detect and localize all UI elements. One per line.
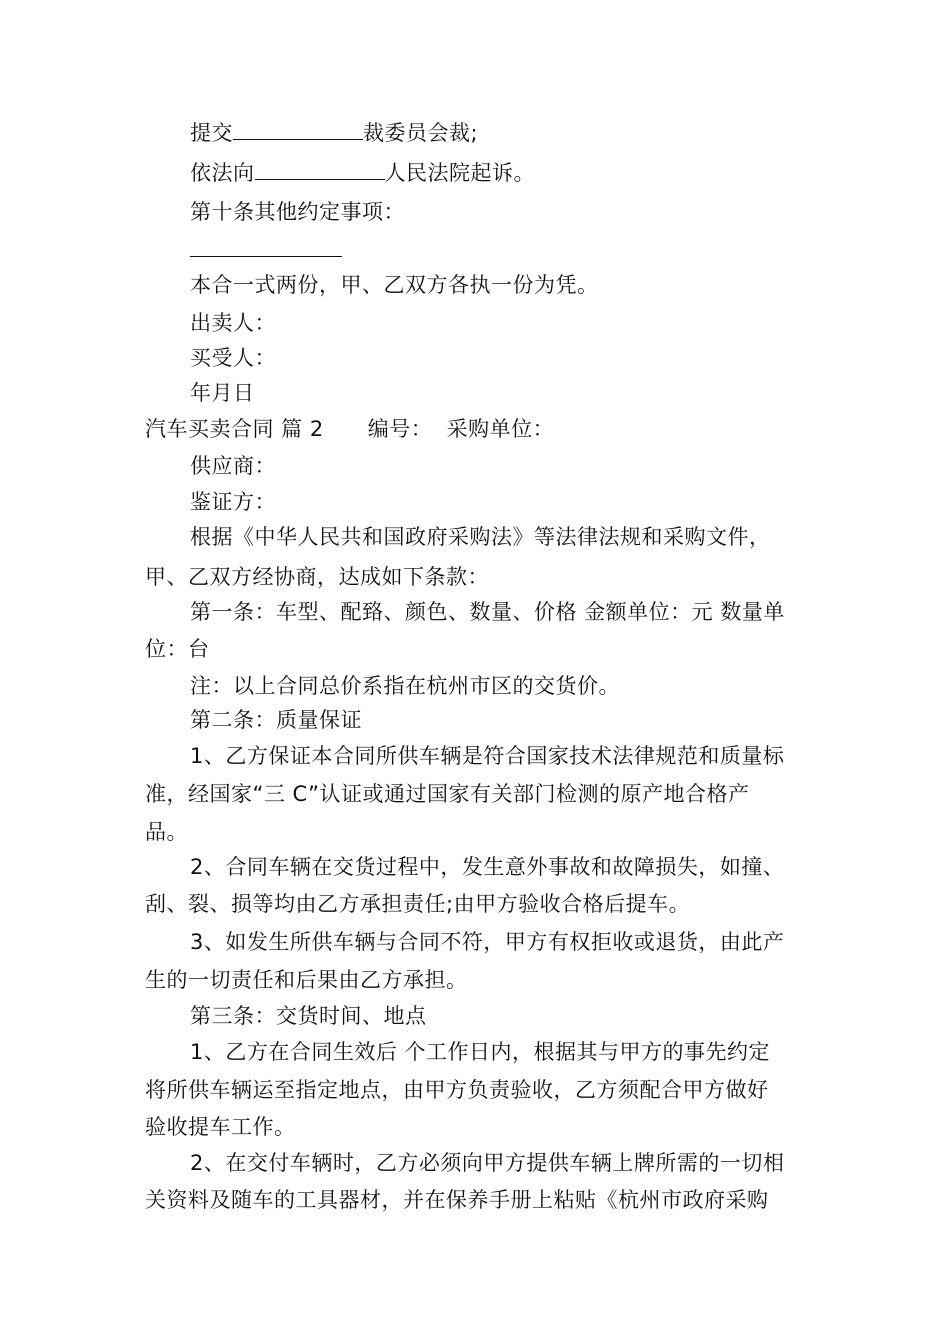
contract-title: 汽车买卖合同 篇 2	[145, 417, 324, 441]
buyer-label: 买受人：	[190, 346, 276, 370]
copies-statement: 本合一式两份，甲、乙双方各执一份为凭。	[190, 273, 599, 297]
article-ten-heading: 第十条其他约定事项：	[190, 200, 405, 224]
article-two-heading: 第二条：质量保证	[190, 708, 362, 732]
article-three-heading: 第三条：交货时间、地点	[190, 1004, 427, 1028]
court-blank	[255, 157, 385, 180]
article-one-line-2: 位：台	[145, 637, 210, 661]
notary-label: 鉴证方：	[190, 490, 276, 514]
purchasing-unit-label: 采购单位：	[446, 417, 555, 441]
court-suffix: 人民法院起诉。	[384, 161, 535, 185]
date-label: 年月日	[190, 381, 255, 405]
arbitration-prefix: 提交	[190, 121, 233, 145]
delivery-clause-1-line-2: 将所供车辆运至指定地点，由甲方负责验收，乙方须配合甲方做好	[145, 1078, 769, 1102]
price-note: 注：以上合同总价系指在杭州市区的交货价。	[190, 674, 620, 698]
quality-clause-1-line-3: 品。	[145, 820, 188, 844]
quality-clause-3-line-2: 生的一切责任和后果由乙方承担。	[145, 968, 468, 992]
contract-2-header	[145, 414, 554, 444]
court-prefix: 依法向	[190, 161, 255, 185]
preamble-line-2: 甲、乙双方经协商，达成如下条款：	[145, 565, 489, 589]
quality-clause-2-line-2: 刮、裂、损等均由乙方承担责任;由甲方验收合格后提车。	[145, 892, 691, 916]
other-terms-blank	[190, 234, 342, 257]
delivery-clause-2-line-2: 关资料及随车的工具器材，并在保养手册上粘贴《杭州市政府采购	[145, 1188, 769, 1212]
other-terms-blank-line	[190, 234, 342, 265]
quality-clause-1-line-1: 1、乙方保证本合同所供车辆是符合国家技术法律规范和质量标	[190, 744, 785, 768]
delivery-clause-1-line-1: 1、乙方在合同生效后 个工作日内，根据其与甲方的事先约定	[190, 1040, 771, 1064]
arbitration-line	[190, 117, 478, 148]
supplier-label: 供应商：	[190, 454, 276, 478]
preamble-line-1: 根据《中华人民共和国政府采购法》等法律法规和采购文件，	[190, 525, 771, 549]
quality-clause-1-line-2: 准，经国家“三 C”认证或通过国家有关部门检测的原产地合格产	[145, 782, 750, 806]
quality-clause-3-line-1: 3、如发生所供车辆与合同不符，甲方有权拒收或退货，由此产	[190, 930, 785, 954]
seller-label: 出卖人：	[190, 311, 276, 335]
quality-clause-2-line-1: 2、合同车辆在交货过程中，发生意外事故和故障损失，如撞、	[190, 855, 785, 879]
court-line	[190, 157, 535, 188]
number-label: 编号：	[367, 417, 433, 441]
arbitration-suffix: 裁委员会裁;	[363, 121, 479, 145]
delivery-clause-1-line-3: 验收提车工作。	[145, 1115, 296, 1139]
article-one-line-1: 第一条：车型、配臵、颜色、数量、价格 金额单位：元 数量单	[190, 600, 785, 624]
delivery-clause-2-line-1: 2、在交付车辆时，乙方必须向甲方提供车辆上牌所需的一切相	[190, 1151, 785, 1175]
arbitration-blank	[233, 117, 363, 140]
